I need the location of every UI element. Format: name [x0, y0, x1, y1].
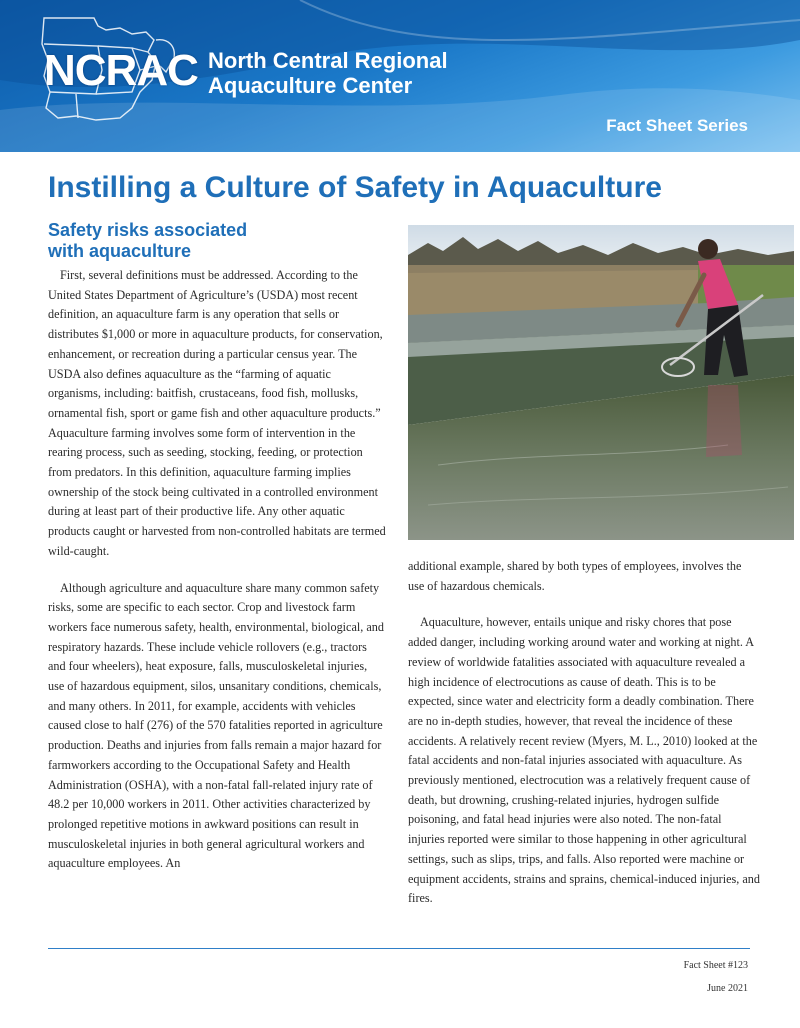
aquaculture-tank-photo: [408, 225, 794, 540]
right-paragraph-2: Aquaculture, however, entails unique and risky chores that pose added danger, including working around water and working at night. A review of worldwide fatalities associated with aquaculture revealed a high incidence of electrocutions as cause of death. This is to be expected, since water and electricity form a deadly combination. There are no in-depth studies, however, that reveal the incidence of these accidents. A relatively recent review (Myers, M. L., 2010) looked at the fatal accidents and non-fatal injuries associated with aquaculture. As previously mentioned, electrocution was a relatively frequent cause of death, but drowning, crushing-related injuries, hydrogen sulfide poisoning, and fatal head injuries were also noted. The non-fatal injuries reported were similar to those happening in other agricultural settings, such as slips, trips, and falls. Also reported were machine or equipment accidents, strains and sprains, chemical-induced injuries, and fires.: [408, 615, 760, 906]
organization-name-line-1: North Central Regional: [208, 48, 448, 73]
fact-sheet-number: Fact Sheet #123: [683, 960, 748, 971]
section-heading: [48, 220, 386, 262]
fact-sheet-series-label: Fact Sheet Series: [606, 116, 748, 135]
section-heading-line-1: Safety risks associated: [48, 220, 248, 240]
organization-name-line-2: Aquaculture Center: [208, 73, 413, 98]
footer-divider: [48, 948, 750, 949]
left-paragraph-2: Although agriculture and aquaculture share many common safety risks, some are specific to each sector. Crop and livestock farm workers face numerous safety, health, environmental, biological, and respiratory hazards. These include vehicle rollovers (e.g., tractors and four wheelers), heat exposure, falls, musculoskeletal injuries, use of hazardous equipment, silos, unsanitary conditions, chemicals, and many others. In 2011, for example, accidents with vehicles caused close to half (276) of the 570 fatalities reported in agriculture production. Deaths and injuries from falls remain a major hazard for farmworkers according to the Occupational Safety and Health Administration (OSHA), with a non-fatal fall-related injury rate of 48.2 per 10,000 workers in 2011. Other activities characterized by prolonged repetitive motions in awkward positions can result in musculoskeletal injuries in both general agricultural workers and aquaculture employees. An: [48, 580, 384, 871]
left-column: [48, 220, 386, 874]
publication-date: June 2021: [707, 983, 748, 994]
right-paragraph-1: additional example, shared by both types of employees, involves the use of hazardous chemicals.: [408, 559, 742, 593]
document-title: Instilling a Culture of Safety in Aquaculture: [48, 171, 662, 204]
left-paragraph-1: First, several definitions must be addressed. According to the United States Department of Agriculture’s (USDA) most recent definition, an aquaculture farm is any operation that sells or distributes $1,000 or more in aquaculture products, for conservation, enhancement, or recreation during a particular census year. The USDA also defines aquaculture as the “farming of aquatic organisms, including: baitfish, crustaceans, food fish, mollusks, ornamental fish, sport or game fish and other aquaculture products.” Aquaculture farming involves some form of intervention in the rearing process, such as seeding, stocking, feeding, or protection from predators. In this definition, aquaculture farming implies ownership of the stock being cultivated in a controlled environment during at least part of their productive life. Any other aquatic products caught or harvested from non-controlled habitats are termed wild-caught.: [48, 268, 386, 558]
right-column: [408, 557, 760, 909]
header-banner: [0, 0, 800, 152]
section-heading-line-2: with aquaculture: [48, 241, 192, 261]
organization-name: [208, 48, 448, 98]
photo-illustration: [408, 225, 794, 540]
ncrac-logo-text: NCRAC: [44, 46, 198, 95]
